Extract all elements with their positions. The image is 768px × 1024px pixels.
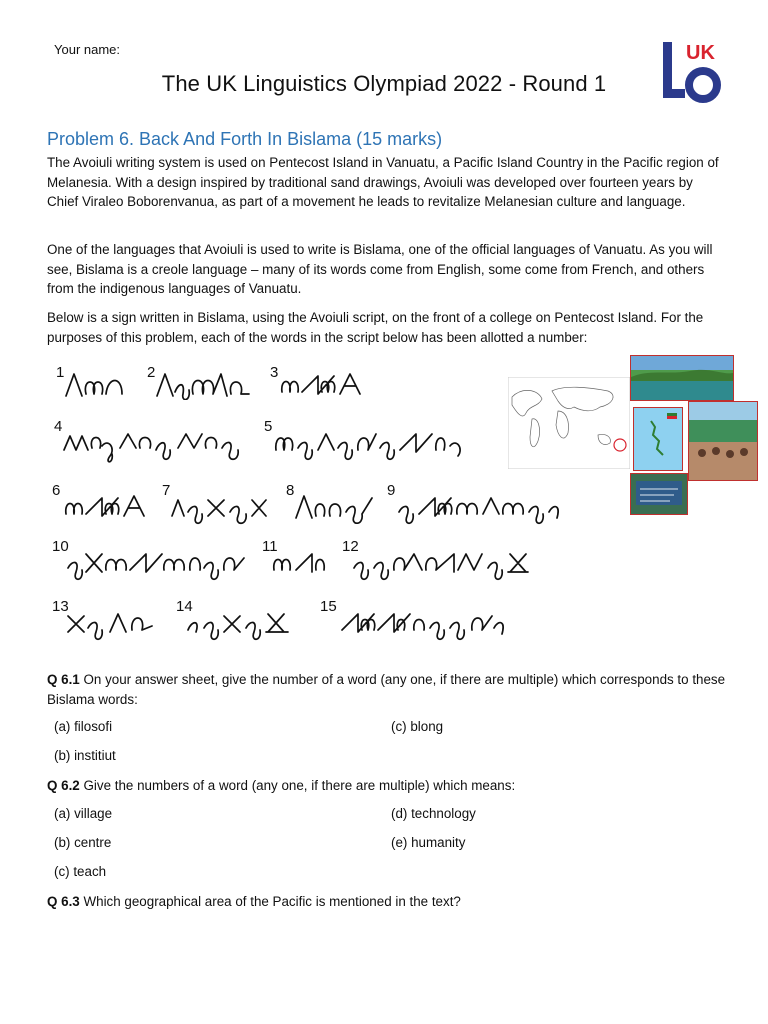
avoiuli-word-15 xyxy=(338,606,520,646)
avoiuli-word-5 xyxy=(272,426,472,466)
avoiuli-word-13 xyxy=(64,606,158,646)
word-number: 10 xyxy=(52,538,69,555)
word-number: 2 xyxy=(147,364,156,381)
word-number: 11 xyxy=(262,538,278,555)
option-b: (b) institiut xyxy=(54,748,116,763)
option-c: (c) blong xyxy=(391,719,444,734)
word-number: 14 xyxy=(176,598,193,615)
uklo-logo xyxy=(660,40,726,106)
word-number: 7 xyxy=(162,482,171,499)
svg-text:UK: UK xyxy=(686,42,715,64)
question-6-2 xyxy=(47,776,727,796)
avoiuli-word-8 xyxy=(294,490,376,524)
option-b: (b) centre xyxy=(54,835,112,850)
college-sign-photo xyxy=(630,473,688,515)
word-number: 4 xyxy=(54,418,63,435)
question-label: Q 6.1 xyxy=(47,672,80,687)
page-title: The UK Linguistics Olympiad 2022 - Round 1 xyxy=(161,71,607,96)
option-c: (c) teach xyxy=(54,864,107,879)
question-label: Q 6.2 xyxy=(47,778,80,793)
avoiuli-word-11 xyxy=(270,546,328,580)
word-number: 5 xyxy=(264,418,273,435)
option-a: (a) filosofi xyxy=(54,719,113,734)
avoiuli-word-1 xyxy=(64,368,126,400)
word-number: 1 xyxy=(56,364,65,381)
avoiuli-word-14 xyxy=(184,606,308,646)
avoiuli-word-12 xyxy=(350,546,540,586)
question-label: Q 6.3 xyxy=(47,894,80,909)
avoiuli-word-6 xyxy=(62,490,148,524)
option-d: (d) technology xyxy=(391,806,476,821)
question-6-1 xyxy=(47,670,727,709)
your-name-label: Your name: xyxy=(54,42,121,57)
avoiuli-word-2 xyxy=(155,368,253,400)
question-text: Give the numbers of a word (any one, if there are multiple) which means: xyxy=(79,778,516,793)
problem-title: Problem 6. Back And Forth In Bislama (15 marks) xyxy=(47,129,443,149)
intro-paragraph: The Avoiuli writing system is used on Pentecost Island in Vanuatu, a Pacific Island Country in the Pacific region of Melanesia. With a design inspired by traditional sand drawings, Avoiuli was developed over fourteen years by Chief Viraleo Boborenvanua, as part of a movement he leads to revitalize Melanesian culture and language. xyxy=(47,155,719,210)
avoiuli-word-4 xyxy=(62,426,246,466)
word-number: 9 xyxy=(387,482,396,499)
question-text: On your answer sheet, give the number of a word (any one, if there are multiple) which corresponds to these Bislama words: xyxy=(47,672,726,707)
word-number: 6 xyxy=(52,482,61,499)
vanuatu-map-inset xyxy=(633,407,683,471)
bislama-paragraph: One of the languages that Avoiuli is used to write is Bislama, one of the official languages of Vanuatu. As you will see, Bislama is a creole language – many of its words come from English, some come from French, and others from the indigenous languages of Vanuatu. xyxy=(47,242,713,297)
photo-collage xyxy=(508,355,760,517)
word-number: 12 xyxy=(342,538,359,555)
avoiuli-script-sign xyxy=(50,360,570,660)
option-a: (a) village xyxy=(54,806,113,821)
world-map-image xyxy=(508,377,630,469)
lagoon-photo xyxy=(630,355,734,401)
word-number: 13 xyxy=(52,598,69,615)
avoiuli-word-10 xyxy=(64,546,250,586)
word-number: 15 xyxy=(320,598,337,615)
resort-and-people-photo xyxy=(688,401,758,481)
sign-paragraph: Below is a sign written in Bislama, using the Avoiuli script, on the front of a college on Pentecost Island. For the purposes of this problem, each of the words in the script below has been allotted a number: xyxy=(47,310,704,345)
avoiuli-word-7 xyxy=(170,490,270,528)
question-6-3 xyxy=(47,892,727,912)
word-number: 8 xyxy=(286,482,295,499)
option-e: (e) humanity xyxy=(391,835,466,850)
avoiuli-word-3 xyxy=(278,368,368,400)
question-text: Which geographical area of the Pacific is mentioned in the text? xyxy=(79,894,461,909)
word-number: 3 xyxy=(270,364,279,381)
